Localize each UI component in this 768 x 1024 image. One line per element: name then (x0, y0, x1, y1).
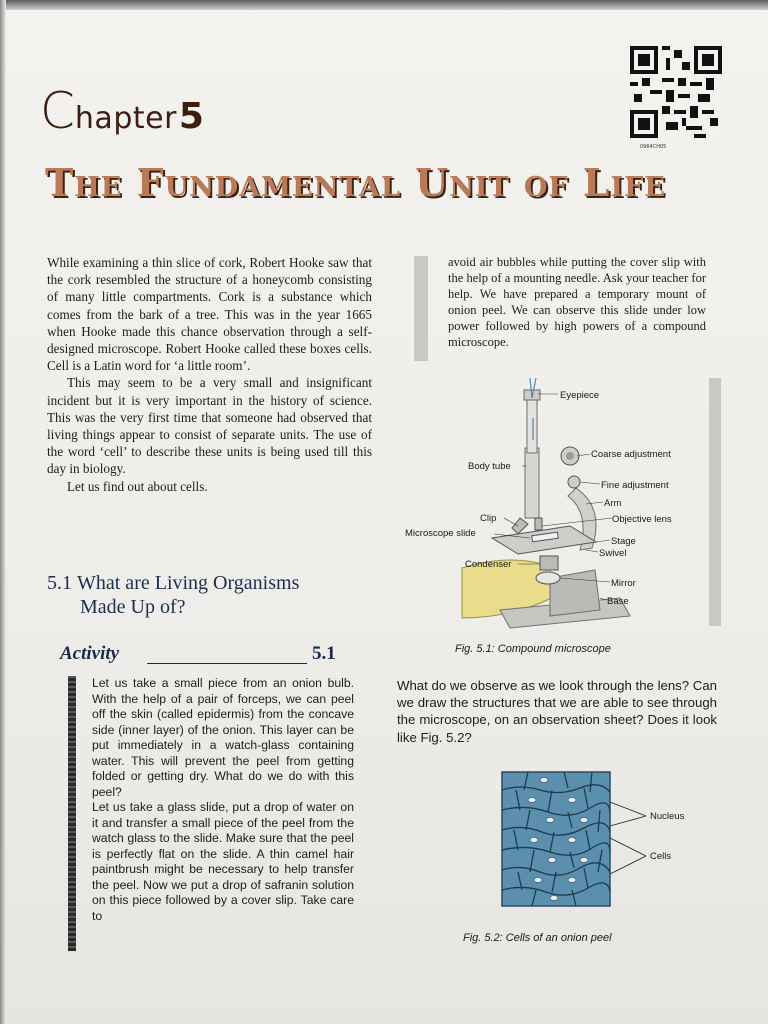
chapter-number: 5 (178, 96, 204, 137)
label-fine-adjustment: Fine adjustment (601, 480, 669, 491)
section-title-line2: Made Up of? (80, 596, 186, 618)
chapter-label: hapter (74, 101, 177, 136)
label-eyepiece: Eyepiece (560, 390, 600, 401)
label-cells: Cells (650, 851, 672, 862)
chapter-initial: C (40, 82, 75, 140)
activity-text (92, 676, 354, 924)
section-heading (47, 571, 377, 619)
activity-rule (147, 663, 307, 664)
label-mirror: Mirror (611, 578, 636, 589)
label-condenser: Condenser (465, 559, 512, 570)
section-number: 5.1 (47, 572, 72, 594)
activity-heading (60, 643, 350, 665)
qr-caption: 0964CH05 (640, 144, 667, 150)
qr-code-icon (630, 46, 722, 138)
label-stage: Stage (611, 536, 636, 547)
activity-side-bar (68, 676, 76, 951)
label-body-tube: Body tube (468, 461, 511, 472)
microscope-figure (400, 378, 700, 638)
intro-text (47, 254, 372, 495)
label-arm: Arm (604, 498, 622, 509)
page-top-shadow (0, 0, 768, 10)
activity-continuation-bar (414, 256, 428, 361)
fig2-caption: Fig. 5.2: Cells of an onion peel (463, 932, 612, 944)
label-microscope-slide: Microscope slide (405, 528, 476, 539)
page-binding-shadow (0, 0, 6, 1024)
question-text (397, 677, 717, 746)
page-title: The Fundamental Unit of Life (45, 160, 666, 205)
figure-side-bar (709, 378, 721, 626)
activity-number: 5.1 (312, 643, 336, 664)
label-base: Base (607, 596, 629, 607)
label-coarse-adjustment: Coarse adjustment (591, 449, 671, 460)
intro-paragraph-3: Let us find out about cells. (67, 478, 208, 494)
label-objective-lens: Objective lens (612, 514, 672, 525)
label-nucleus: Nucleus (650, 811, 685, 822)
activity-label: Activity (60, 643, 120, 664)
intro-paragraph-1: While examining a thin slice of cork, Robert Hooke saw that the cork resembled the structure of a honeycomb consisting of many little compartments. Cork is a substance which comes from the bark of a tree. This was in the year 1665 when Hooke made this chance observation through a self-designed microscope. Robert Hooke called these boxes cells. Cell is a Latin word for ‘a little room’. (47, 255, 372, 374)
continuation-paragraph: avoid air bubbles while putting the cover slip with the help of a mounting needle. Ask your teacher for help. We have prepared a temporary mount of onion peel. We can observe this slide under low power followed by high powers of a compound microscope. (448, 255, 706, 349)
fig1-caption: Fig. 5.1: Compound microscope (455, 643, 611, 655)
onion-peel-figure (480, 768, 710, 918)
label-clip: Clip (480, 513, 497, 524)
activity-paragraph-1: Let us take a small piece from an onion bulb. With the help of a pair of forceps, we can peel off the skin (called epidermis) from the concave side (inner layer) of the onion. This layer can be put immediately in a watch-glass containing water. This will prevent the peel from getting folded or getting dry. What do we do with this peel? (92, 676, 354, 799)
activity-paragraph-2: Let us take a glass slide, put a drop of water on it and transfer a small piece of the peel from the watch glass to the slide. Make sure that the peel is perfectly flat on the slide. A thin camel hair paintbrush might be necessary to help transfer the peel. Now we put a drop of safranin solution on this piece followed by a cover slip. Take care to (92, 800, 354, 923)
chapter-heading (40, 82, 204, 140)
intro-paragraph-2: This may seem to be a very small and insignificant incident but it is very important in the history of science. This was the very first time that someone had observed that living things appear to consist of separate units. The use of the word ‘cell’ to describe these units is being used till this day in biology. (47, 375, 372, 477)
section-title-line1: What are Living Organisms (77, 572, 300, 594)
activity-continuation-text (448, 254, 706, 350)
question-paragraph: What do we observe as we look through the lens? Can we draw the structures that we are able to see through the microscope, on an observation sheet? Does it look like Fig. 5.2? (397, 678, 717, 745)
label-swivel: Swivel (599, 548, 627, 559)
